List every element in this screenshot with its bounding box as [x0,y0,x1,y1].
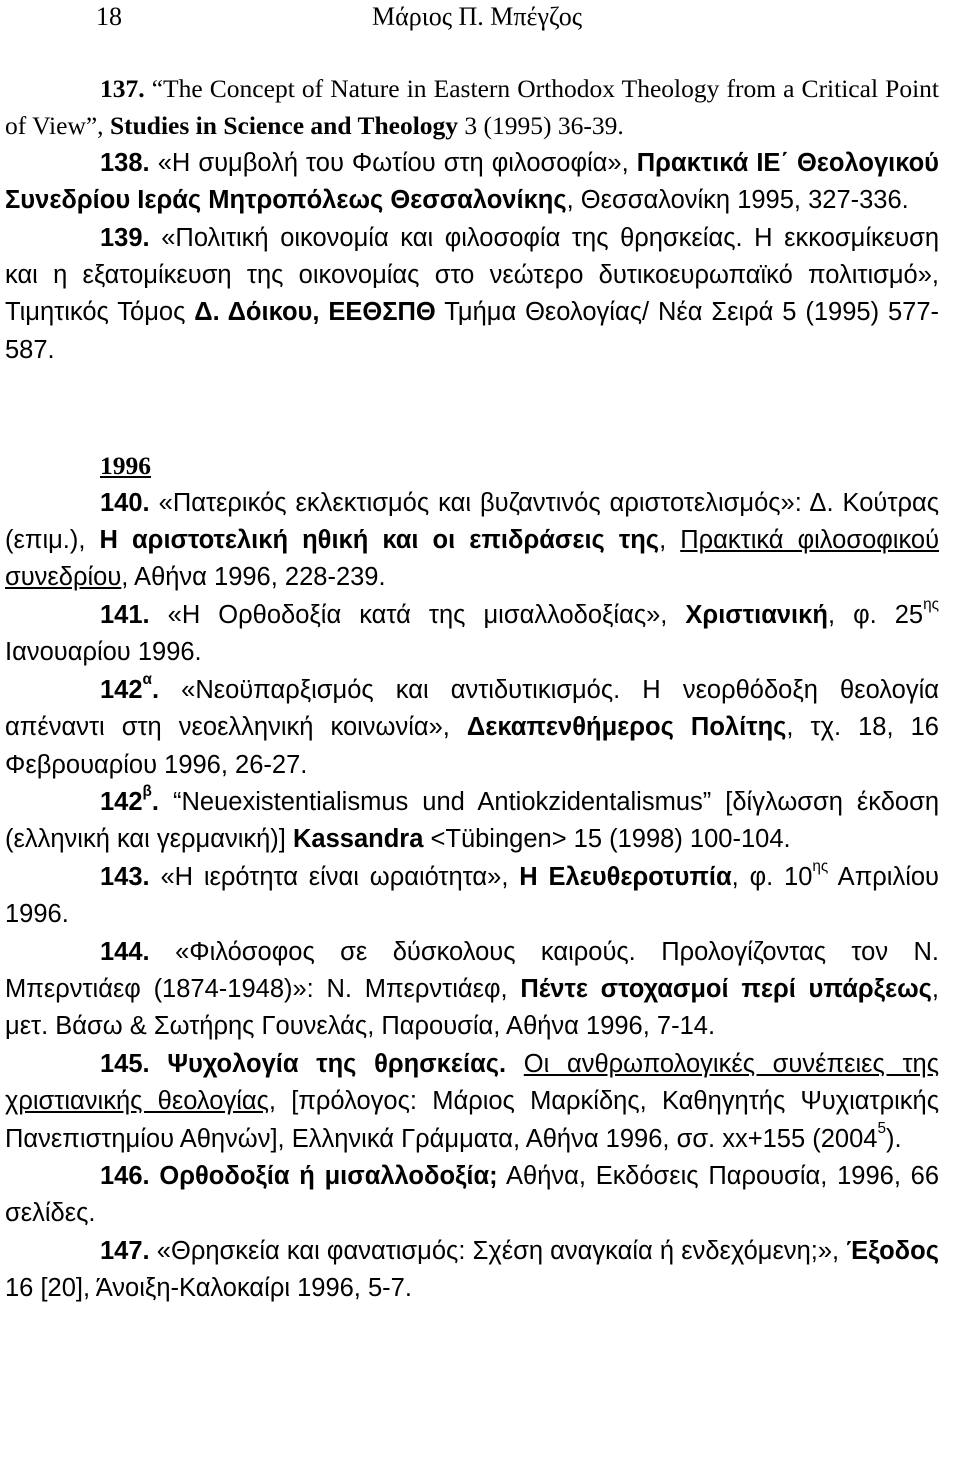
entry-number: $142^\beta$. [100,783,159,816]
entry-title: Δ. Δόικου, ΕΕΘΣΠΘ [194,298,436,327]
entry-text: 3 (1995) 36-39. [458,111,624,141]
entry-text: <Tübingen> 15 (1998) 100-104. [423,825,791,854]
entry-text: , [659,526,681,555]
entry-title: Ψυχολογία της θρησκείας. [149,1049,507,1078]
entry-text: , Θεσσαλονίκη 1995, 327-336. [566,186,909,215]
entry-text: “The Concept of Nature in Eastern Orthodox Theology from a Critical Point of View”, [5,74,939,141]
page-header [0,0,960,40]
entry-143 [5,859,939,934]
entry-text: , τχ. 18, 16 Φεβρουαρίου 1996, 26-27. [5,713,939,779]
entry-number: 147. [100,1236,150,1265]
entry-title: Studies in Science and Theology [109,111,459,141]
entry-title: Πρακτικά ΙΕ΄ Θεολογικού Συνεδρίου Ιεράς Μητροπόλεως Θεσσαλονίκης [5,148,939,215]
entry-number: 141. [100,600,150,629]
entry-title: Η αριστοτελική ηθική και οι επιδράσεις της [99,526,660,555]
entry-title: Έξοδος [846,1236,939,1265]
entry-137 [5,70,939,145]
entry-text: «Η ιερότητα είναι ωραιότητα», [149,862,520,891]
entry-text: , φ. 25 [827,600,924,629]
entry-number: 138. [100,148,150,177]
entry-142a [5,672,939,784]
entry-text: ). [885,1124,902,1153]
entry-text: Απριλίου 1996. [5,862,939,929]
entry-text: Αθήνα, Εκδόσεις Παρουσία, 1996, 66 σελίδες. [5,1161,940,1228]
entry-text: , [πρόλογος: Μάριος Μαρκίδης, Καθηγητής Ψυχιατρικής Πανεπιστημίου Αθηνών], Ελληνικά Γράμματα, Αθήνα 1996, σσ. xx+155 (2004 [5,1087,939,1153]
entry-text: «Φιλόσοφος σε δύσκολους καιρούς. Προλογίζοντας τον Ν. Μπερντιάεφ (1874-1948)»: Ν. Μπερντιάεφ, [5,937,939,1003]
entry-text: “Neuexistentialismus und Antiokzidentalismus” [δίγλωσση έκδοση (ελληνική και γερμανική)] [5,787,939,854]
entry-text: , φ. 10 [731,862,813,891]
entry-138 [5,145,939,220]
entry-139 [5,220,939,370]
entry-title: Δεκαπενθήμερος Πολίτης [466,713,787,742]
entry-title: Πέντε στοχασμοί περί υπάρξεως [520,974,932,1003]
entry-text: «Νεοϋπαρξισμός και αντιδυτικισμός. Η νεορθόδοξη θεολογία απέναντι στη νεοελληνική κοινωνία», [5,675,939,742]
entry-text: «Η Ορθοδοξία κατά της μισαλλοδοξίας», [149,600,686,629]
entry-text: 16 [20], Άνοιξη-Καλοκαίρι 1996, 5-7. [5,1274,412,1303]
entry-text: «Πατερικός εκλεκτισμός και βυζαντινός αριστοτελισμός»: Δ. Κούτρας (επιμ.), [5,488,939,555]
entry-title: Η Ελευθεροτυπία [519,862,732,891]
entry-145 [5,1046,939,1158]
entry-text: «Η συμβολή του Φωτίου στη φιλοσοφία», [157,148,637,177]
bibliography-list [5,70,939,1308]
ordinal-suffix: ης [923,596,939,614]
entry-text: Ιανουαρίου 1996. [5,638,202,667]
entry-letter: α [142,670,152,688]
entry-title: Kassandra [292,825,424,854]
entry-text: Τμήμα Θεολογίας/ Νέα Σειρά 5 (1995) 577-587. [5,298,939,364]
entry-142b [5,784,939,859]
entry-text: , Αθήνα 1996, 228-239. [121,563,386,592]
entry-number: 137. [100,74,145,103]
page-number: 18 [96,2,122,31]
entry-title: Χριστιανική [685,600,828,629]
entry-text: , μετ. Βάσω & Σωτήρης Γουνελάς, Παρουσία, Αθήνα 1996, 7-14. [5,974,939,1041]
entry-number: 146. [100,1161,150,1190]
entry-number: 140. [100,488,150,517]
entry-subtitle: Οι ανθρωπολογικές συνέπειες της χριστιανικής θεολογίας [5,1049,939,1116]
entry-144 [5,934,939,1046]
entry-text: «Θρησκεία και φανατισμός: Σχέση αναγκαία ή ενδεχόμενη;», [149,1236,847,1265]
entry-letter: β [142,783,152,801]
entry-number: 145. [100,1049,150,1078]
entry-text: «Πολιτική οικονομία και φιλοσοφία της θρησκείας. Η εκκοσμίκευση και η εξατομίκευση της οικονομίας στο νεώτερο δυτικοευρωπαϊκό πολιτισμό», Τιμητικός Τόμος [5,223,939,327]
entry-number: 143. [100,862,150,891]
entry-140 [5,485,939,597]
entry-subtitle: Πρακτικά φιλοσοφικού συνεδρίου [5,526,940,592]
entry-title: Ορθοδοξία ή μισαλλοδοξία; [149,1161,498,1190]
entry-text [506,1050,524,1078]
running-head: Μάριος Π. Μπέγζος [372,2,583,31]
entry-number: $142^\alpha$. [100,670,160,704]
entry-141 [5,597,939,672]
entry-number: 144. [100,937,150,966]
edition-number: 5 [877,1119,886,1137]
entry-147 [5,1233,939,1308]
entry-number: 139. [100,223,150,252]
ordinal-suffix: ης [812,857,829,875]
entry-146 [5,1158,939,1233]
year-heading: 1996 [100,451,151,481]
